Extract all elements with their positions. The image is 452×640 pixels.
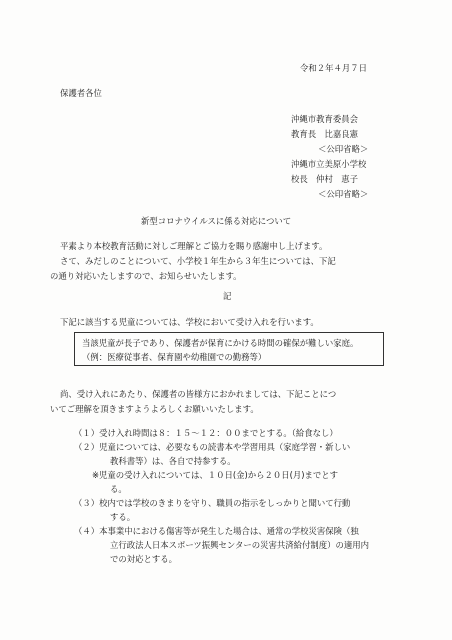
- item-1: （１）受け入れ時間は８：１５～１２：００までとする。（給食なし）: [74, 428, 338, 438]
- item-2-line-1: （２）児童については、必要なもの読書本や学習用具（家庭学習・新しい: [74, 442, 351, 452]
- seal-note-1: ＜公印省略＞: [318, 144, 369, 154]
- ki-heading: 記: [223, 291, 232, 301]
- lead-line: 下記に該当する児童については、学校において受け入れを行います。: [60, 317, 319, 327]
- sender-title-1: 教育長 比嘉良憲: [291, 129, 358, 139]
- date-line: 令和２年４月７日: [300, 63, 367, 73]
- item-4-line-1: （４）本事業中における傷害等が発生した場合は、通常の学校災害保険（独: [74, 526, 359, 536]
- intro-line-2: さて、みだしのことについて、小学校１年生から３年生については、下記: [60, 256, 336, 266]
- intro-line-1: 平素より本校教育活動に対しご理解とご協力を賜り感謝申し上げます。: [60, 241, 328, 251]
- note-line-1: 尚、受け入れにあたり、保護者の皆様方におかれましては、下記ことにつ: [60, 389, 337, 399]
- eligibility-box: [74, 332, 384, 366]
- subject-title: 新型コロナウイルスに係る対応について: [141, 216, 292, 226]
- box-line-1: 当該児童が長子であり、保護者が保育にかける時間の確保が難しい家庭。: [82, 338, 359, 348]
- intro-line-3: の通り対応いたしますので、お知らせいたします。: [50, 271, 242, 281]
- sender-org-2: 沖縄市立美原小学校: [291, 159, 367, 169]
- sender-title-2: 校長 仲村 恵子: [291, 174, 358, 184]
- item-4-line-2: 立行政法人日本スポーツ振興センターの災害共済給付制度）の適用内: [110, 540, 369, 550]
- note-line-2: いてご理解を頂きますようよろしくお願いいたします。: [50, 404, 259, 414]
- item-3-line-1: （３）校内では学校のきまりを守り、職員の指示をしっかりと聞いて行動: [74, 498, 351, 508]
- box-line-2: （例：医療従事者、保育園や幼稚園での勤務等）: [82, 352, 267, 362]
- item-2-note-line-2: る。: [110, 484, 127, 494]
- sender-org-1: 沖縄市教育委員会: [291, 114, 358, 124]
- item-4-line-3: での対応とする。: [110, 554, 177, 564]
- item-2-note-line-1: ※児童の受け入れについては、１０日(金)から２０日(月)までとす: [92, 470, 339, 480]
- addressee: 保護者各位: [60, 88, 102, 98]
- item-2-line-2: 教科書等）は、各自で持参する。: [110, 456, 236, 466]
- item-3-line-2: する。: [110, 512, 136, 522]
- seal-note-2: ＜公印省略＞: [318, 189, 369, 199]
